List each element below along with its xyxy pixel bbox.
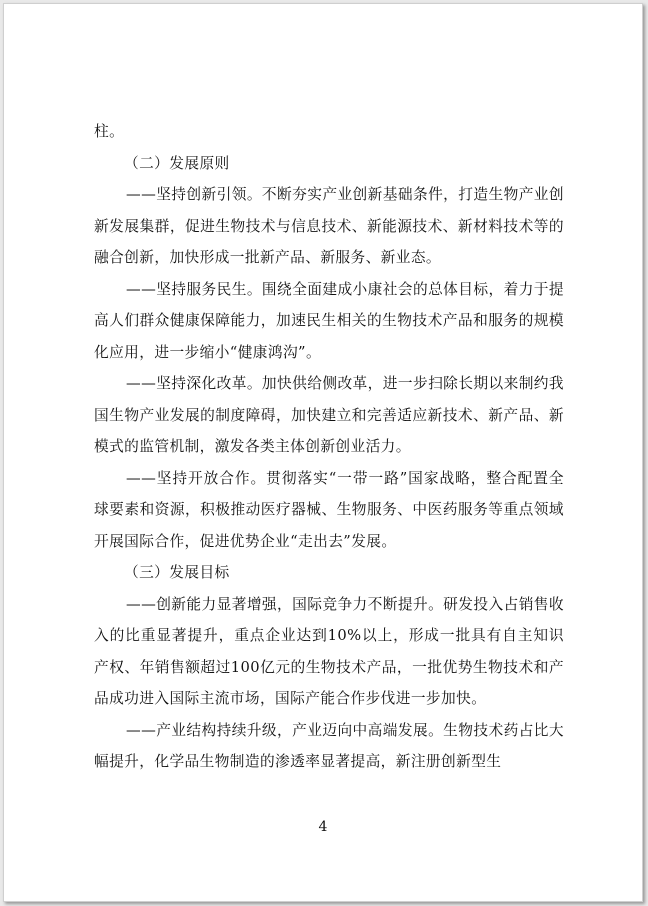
- goal-innovation-capacity: ——创新能力显著增强，国际竞争力不断提升。研发投入占销售收入的比重显著提升，重点企业达到10%以上，形成一批具有自主知识产权、年销售额超过100亿元的生物技术产品，一批优势生物技术和产品成功进入国际主流市场，国际产能合作步伐进一步加快。: [94, 595, 564, 707]
- page-body: [94, 116, 564, 778]
- principle-reform: ——坚持深化改革。加快供给侧改革，进一步扫除长期以来制约我国生物产业发展的制度障碍，加快建立和完善适应新技术、新产品、新模式的监管机制，激发各类主体创新创业活力。: [94, 375, 564, 455]
- continuation-text: 柱。: [94, 123, 125, 140]
- section-heading-goals: （三）发展目标: [124, 564, 230, 581]
- principle-livelihood: ——坚持服务民生。围绕全面建成小康社会的总体目标，着力于提高人们群众健康保障能力，加速民生相关的生物技术产品和服务的规模化应用，进一步缩小“健康鸿沟”。: [94, 280, 564, 361]
- goal-industry-structure: ——产业结构持续升级，产业迈向中高端发展。生物技术药占比大幅提升，化学品生物制造的渗透率显著提高，新注册创新型生: [94, 721, 564, 770]
- page-number: 4: [318, 819, 328, 835]
- section-heading-principles: （二）发展原则: [124, 154, 230, 172]
- principle-innovation: ——坚持创新引领。不断夯实产业创新基础条件，打造生物产业创新发展集群，促进生物技术与信息技术、新能源技术、新材料技术等的融合创新，加快形成一批新产品、新服务、新业态。: [94, 186, 564, 266]
- principle-openness: ——坚持开放合作。贯彻落实“一带一路”国家战略，整合配置全球要素和资源，积极推动医疗器械、生物服务、中医药服务等重点领域开展国际合作，促进优势企业“走出去”发展。: [94, 469, 564, 550]
- document-page: [3, 3, 643, 902]
